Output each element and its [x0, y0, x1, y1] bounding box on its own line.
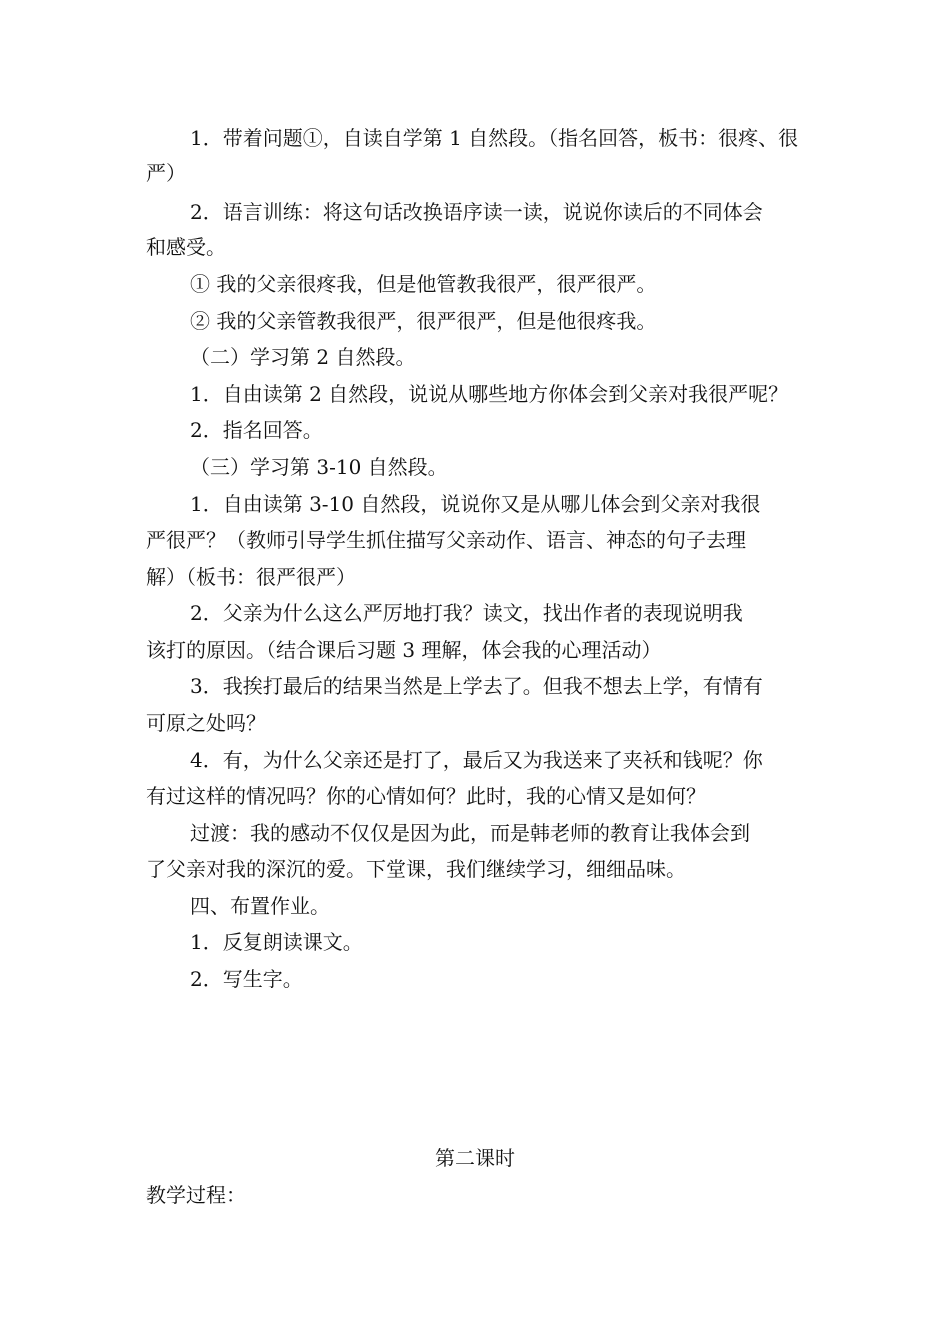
paragraph-line: 3．我挨打最后的结果当然是上学去了。但我不想去上学，有情有 — [190, 674, 763, 698]
paragraph-line: 2．语言训练：将这句话改换语序读一读，说说你读后的不同体会 — [190, 200, 763, 224]
section-title: 第二课时 — [435, 1146, 515, 1170]
section-heading: 四、布置作业。 — [190, 894, 330, 918]
paragraph-line: 解）（板书：很严很严） — [146, 565, 356, 589]
paragraph-line: 1．自由读第 3-10 自然段，说说你又是从哪儿体会到父亲对我很 — [190, 492, 761, 516]
process-label: 教学过程： — [146, 1183, 246, 1207]
paragraph-line: 严） — [146, 161, 186, 185]
paragraph-line: 了父亲对我的深沉的爱。下堂课，我们继续学习，细细品味。 — [146, 857, 686, 881]
paragraph-line: 可原之处吗？ — [146, 711, 266, 735]
paragraph-line: 4．有，为什么父亲还是打了，最后又为我送来了夹袄和钱呢？你 — [190, 748, 763, 772]
paragraph-line: 严很严？（教师引导学生抓住描写父亲动作、语言、神态的句子去理 — [146, 528, 746, 552]
paragraph-line: 1．带着问题①，自读自学第 1 自然段。（指名回答，板书：很疼、很 — [190, 126, 799, 150]
paragraph-line: 1．自由读第 2 自然段，说说从哪些地方你体会到父亲对我很严呢？ — [190, 382, 789, 406]
paragraph-line: 有过这样的情况吗？你的心情如何？此时，我的心情又是如何？ — [146, 784, 706, 808]
section-heading: （二）学习第 2 自然段。 — [190, 345, 416, 369]
paragraph-line: 和感受。 — [146, 235, 226, 259]
paragraph-line: 2．指名回答。 — [190, 418, 323, 442]
paragraph-line: 1．反复朗读课文。 — [190, 930, 363, 954]
paragraph-line: 2．父亲为什么这么严厉地打我？读文，找出作者的表现说明我 — [190, 601, 743, 625]
paragraph-line: ② 我的父亲管教我很严，很严很严，但是他很疼我。 — [190, 309, 657, 333]
paragraph-line: 过渡：我的感动不仅仅是因为此，而是韩老师的教育让我体会到 — [190, 821, 750, 845]
paragraph-line: 该打的原因。（结合课后习题 3 理解，体会我的心理活动） — [146, 638, 662, 662]
paragraph-line: ① 我的父亲很疼我，但是他管教我很严，很严很严。 — [190, 272, 657, 296]
section-heading: （三）学习第 3-10 自然段。 — [190, 455, 448, 479]
paragraph-line: 2．写生字。 — [190, 967, 303, 991]
